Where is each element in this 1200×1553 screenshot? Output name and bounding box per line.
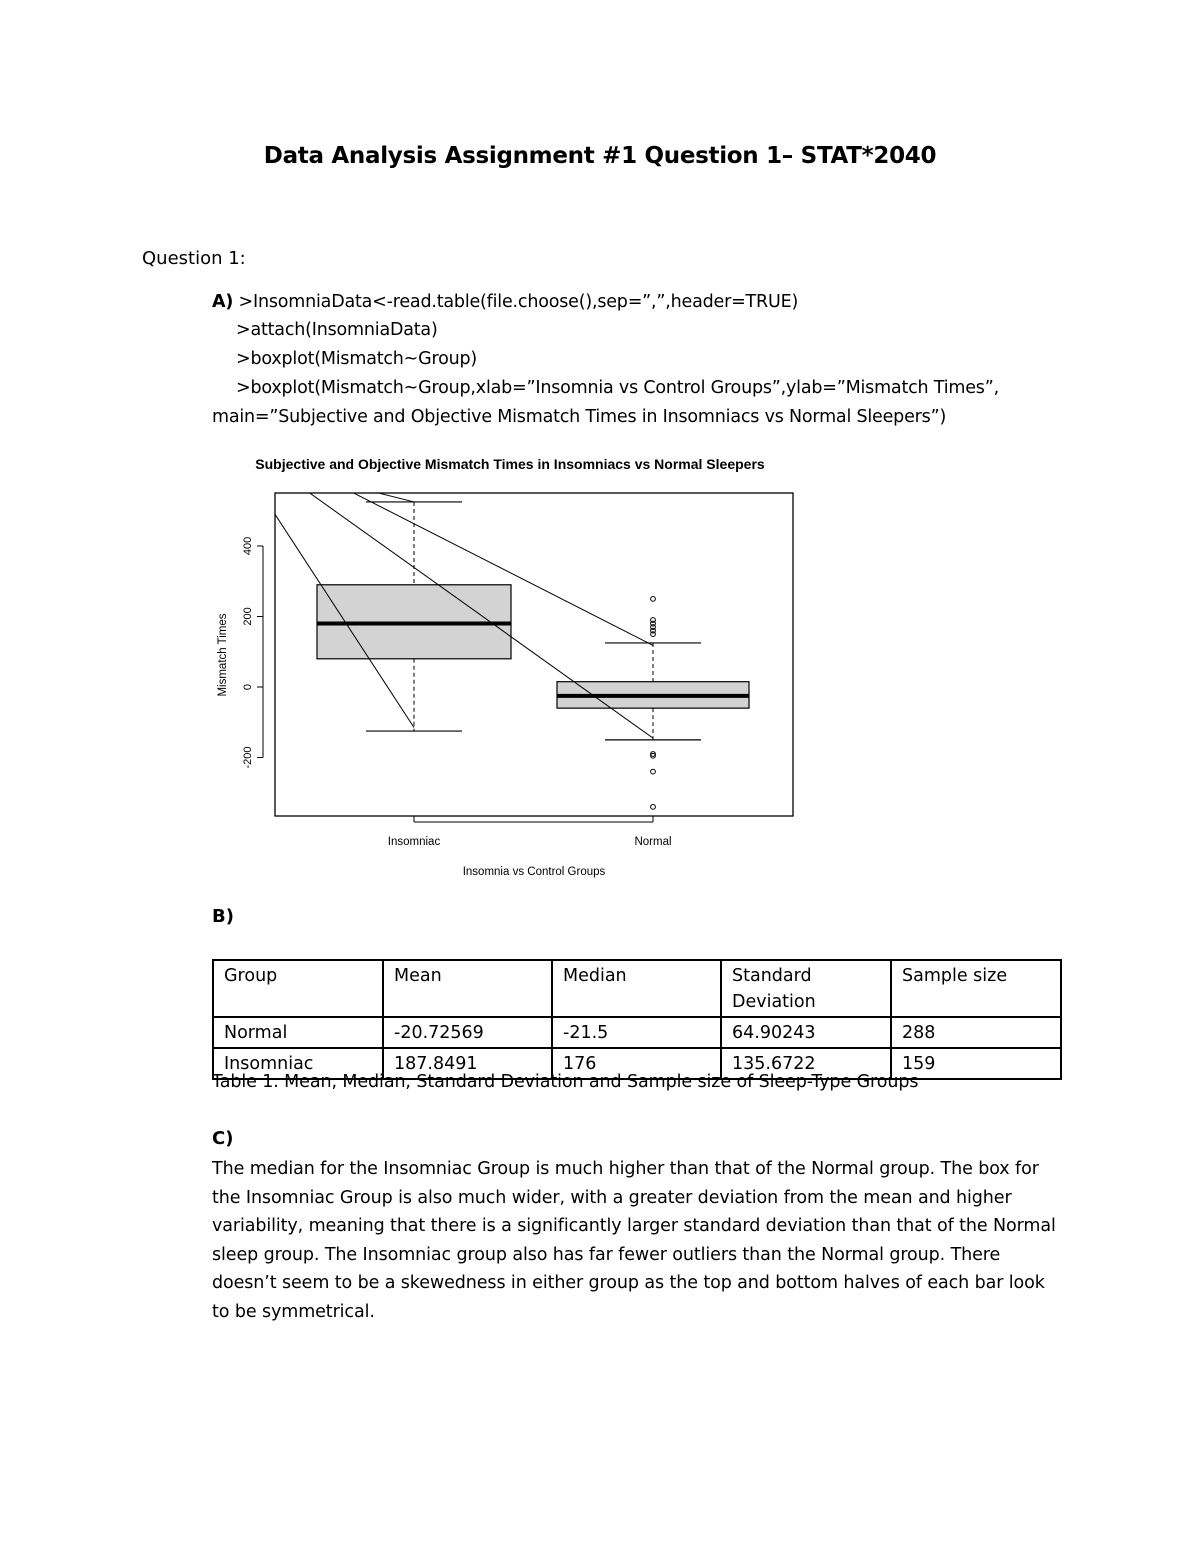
cell-sample-size: 288: [891, 1017, 1061, 1048]
table-caption: Table 1. Mean, Median, Standard Deviation and Sample size of Sleep-Type Groups: [212, 1072, 919, 1092]
part-b-label: B): [212, 906, 234, 927]
cell-group: Normal: [213, 1017, 383, 1048]
chart-title: Subjective and Objective Mismatch Times in Insomniacs vs Normal Sleepers: [255, 456, 765, 472]
outlier-point: [651, 804, 656, 809]
header-std-dev: Standard Deviation: [721, 960, 891, 1017]
cell-mean: 187.8491: [383, 1048, 552, 1079]
code-line-3: >boxplot(Mismatch~Group): [236, 349, 478, 369]
y-tick-label: 0: [242, 683, 254, 691]
cell-group: Insomniac: [213, 1048, 383, 1079]
header-group: Group: [213, 960, 383, 1017]
cell-mean: -20.72569: [383, 1017, 552, 1048]
part-a-label: A): [212, 292, 234, 312]
x-axis-label: Insomnia vs Control Groups: [462, 866, 606, 878]
header-sample-size: Sample size: [891, 960, 1061, 1017]
table-header-row: [213, 960, 1061, 1017]
document-title: Data Analysis Assignment #1 Question 1– STAT*2040: [263, 143, 937, 169]
code-line-1: [212, 292, 798, 312]
header-median: Median: [552, 960, 721, 1017]
cell-median: -21.5: [552, 1017, 721, 1048]
y-tick-label: 200: [242, 607, 254, 626]
discussion-paragraph: The median for the Insomniac Group is much higher than that of the Normal group. The box for the Insomniac Group is also much wider, with a greater deviation from the mean and higher variability, meaning that there is a significantly larger standard deviation than that of the Normal sleep group. The Insomniac group also has far fewer outliers than the Normal group. There doesn’t seem to be a skewedness in either group as the top and bottom halves of each bar look to be symmetrical.: [212, 1159, 1056, 1322]
header-mean: Mean: [383, 960, 552, 1017]
code-line-1-text: >InsomniaData<-read.table(file.choose(),sep=”,”,header=TRUE): [238, 292, 799, 312]
boxplot-chart: [205, 448, 845, 888]
y-axis-label: Mismatch Times: [217, 613, 229, 697]
annotation-line: [365, 490, 414, 502]
question-label: Question 1:: [142, 248, 246, 269]
cell-sample-size: 159: [891, 1048, 1061, 1079]
y-tick-label: -200: [242, 746, 254, 769]
part-c-label: C): [212, 1128, 234, 1149]
cell-std-dev: 64.90243: [721, 1017, 891, 1048]
cell-std-dev: 135.6722: [721, 1048, 891, 1079]
table-row: [213, 1017, 1061, 1048]
code-line-4: >boxplot(Mismatch~Group,xlab=”Insomnia vs Control Groups”,ylab=”Mismatch Times”,: [236, 378, 999, 398]
outlier-point: [651, 596, 656, 601]
code-line-5: main=”Subjective and Objective Mismatch Times in Insomniacs vs Normal Sleepers”): [212, 407, 947, 427]
outlier-point: [651, 769, 656, 774]
x-tick-label: Normal: [634, 836, 672, 848]
x-tick-label: Insomniac: [387, 836, 441, 848]
stats-table: [212, 959, 1062, 1080]
outlier-point: [651, 632, 656, 637]
cell-median: 176: [552, 1048, 721, 1079]
y-tick-label: 400: [242, 536, 254, 556]
code-line-2: >attach(InsomniaData): [236, 320, 438, 340]
